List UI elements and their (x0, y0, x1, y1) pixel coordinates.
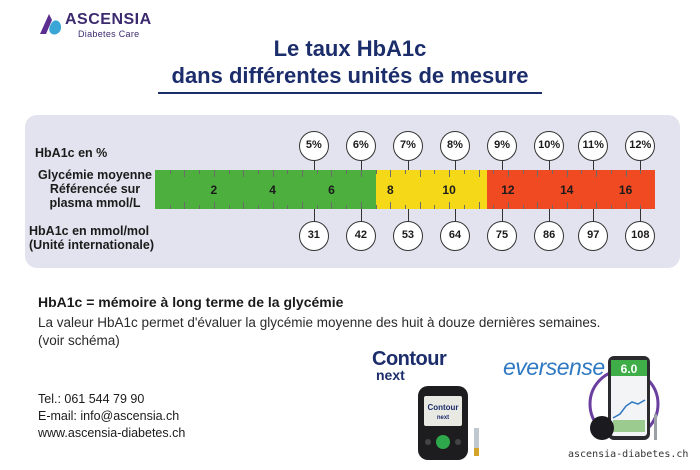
contour-logo: Contour (372, 348, 447, 370)
scale-tick (287, 170, 288, 174)
scale-tick (581, 205, 582, 209)
hba1c-percent-marker-stem (455, 160, 456, 170)
scale-tick (390, 202, 391, 209)
scale-tick (552, 205, 553, 209)
scale-tick (302, 170, 303, 177)
row-label-glycemia (30, 168, 160, 210)
scale-tick (331, 170, 332, 177)
hba1c-percent-marker: 7% (393, 131, 423, 161)
hba1c-percent-marker: 8% (440, 131, 470, 161)
scale-tick (170, 170, 171, 174)
hba1c-mmol-marker: 64 (440, 221, 470, 251)
logo-brand: ASCENSIA (65, 11, 152, 28)
hba1c-percent-marker: 9% (487, 131, 517, 161)
contour-next-logo: next (376, 367, 405, 383)
scale-tick (302, 202, 303, 209)
scale-tick (390, 170, 391, 177)
hba1c-percent-marker: 5% (299, 131, 329, 161)
scale-tick (434, 205, 435, 209)
glucose-meter-image (414, 384, 494, 464)
hba1c-mmol-marker: 108 (625, 221, 655, 251)
hba1c-mmol-marker: 53 (393, 221, 423, 251)
scale-tick (479, 202, 480, 209)
scale-tick (346, 170, 347, 174)
contact-phone[interactable]: Tel.: 061 544 79 90 (38, 392, 145, 406)
hba1c-mmol-marker: 31 (299, 221, 329, 251)
scale-tick (184, 170, 185, 177)
title-underline (158, 92, 542, 94)
hba1c-percent-marker: 10% (534, 131, 564, 161)
info-paragraph (38, 314, 658, 350)
hba1c-mmol-marker: 75 (487, 221, 517, 251)
glycemia-color-scale (155, 170, 655, 209)
row-label-mmol-line2: (Unité internationale) (29, 238, 155, 252)
hba1c-percent-marker-stem (640, 160, 641, 170)
logo-subtitle: Diabetes Care (78, 29, 140, 39)
hba1c-percent-marker: 12% (625, 131, 655, 161)
scale-tick (170, 205, 171, 209)
scale-tick (317, 205, 318, 209)
scale-tick (596, 170, 597, 177)
scale-label: 8 (386, 183, 394, 197)
scale-tick (420, 202, 421, 209)
scale-label: 6 (328, 183, 335, 197)
hba1c-percent-marker: 11% (578, 131, 608, 161)
hba1c-mmol-marker: 42 (346, 221, 376, 251)
hba1c-mmol-marker: 86 (534, 221, 564, 251)
scale-tick (611, 170, 612, 174)
scale-tick (464, 205, 465, 209)
hba1c-percent-marker-stem (593, 160, 594, 170)
scale-tick (508, 170, 509, 177)
hba1c-percent-marker-stem (314, 160, 315, 170)
scale-tick (317, 170, 318, 174)
scale-tick (376, 170, 377, 174)
scale-tick (626, 202, 627, 209)
scale-label: 2 (210, 183, 218, 197)
hba1c-percent-marker-stem (502, 160, 503, 170)
scale-tick (493, 170, 494, 174)
scale-tick (611, 205, 612, 209)
scale-label: 16 (618, 183, 633, 197)
ascensia-drop-icon (38, 12, 64, 36)
hba1c-percent-marker-stem (361, 160, 362, 170)
scale-tick (214, 170, 215, 177)
hba1c-percent-marker: 6% (346, 131, 376, 161)
scale-tick (537, 202, 538, 209)
row-label-hba1c-percent: HbA1c en % (35, 146, 108, 160)
scale-tick (537, 170, 538, 177)
page-title-line1: Le taux HbA1c (273, 36, 427, 61)
scale-tick (273, 170, 274, 177)
page-title-line2: dans différentes unités de mesure (171, 63, 529, 88)
scale-label: 4 (269, 183, 276, 197)
scale-tick (229, 170, 230, 174)
scale-tick (479, 170, 480, 177)
scale-tick (331, 202, 332, 209)
hba1c-percent-marker-stem (408, 160, 409, 170)
scale-label: 12 (501, 183, 515, 197)
scale-tick (287, 205, 288, 209)
row-label-glycemia-line2: Référencée sur (49, 182, 141, 196)
footer-url[interactable]: ascensia-diabetes.ch (568, 449, 689, 460)
scale-tick (273, 202, 274, 209)
scale-tick (243, 170, 244, 177)
scale-tick (258, 170, 259, 174)
scale-tick (376, 205, 377, 209)
scale-tick (626, 170, 627, 177)
meter-brand-text: Contour (427, 403, 459, 412)
scale-tick (567, 170, 568, 177)
scale-tick (346, 205, 347, 209)
info-line1: La valeur HbA1c permet d'évaluer la glycémie moyenne des huit à douze dernières semaines. (38, 315, 601, 330)
meter-sub-text: next (436, 415, 450, 421)
row-label-hba1c-mmol (29, 224, 154, 252)
scale-tick (449, 202, 450, 209)
scale-tick (184, 202, 185, 209)
scale-tick (229, 205, 230, 209)
scale-tick (361, 170, 362, 177)
scale-tick (420, 170, 421, 177)
contact-email[interactable]: E-mail: info@ascensia.ch (38, 409, 180, 423)
scale-tick (464, 170, 465, 174)
hba1c-mmol-marker: 97 (578, 221, 608, 251)
scale-tick (581, 170, 582, 174)
contact-website[interactable]: www.ascensia-diabetes.ch (38, 426, 186, 440)
scale-tick (361, 202, 362, 209)
scale-tick (405, 170, 406, 174)
eversense-phone-image (588, 356, 668, 448)
scale-tick (523, 205, 524, 209)
scale-tick (640, 170, 641, 174)
scale-tick (258, 205, 259, 209)
scale-tick (567, 202, 568, 209)
row-label-glycemia-line3: plasma mmol/L (49, 196, 141, 210)
eversense-logo: eversense (503, 354, 605, 380)
scale-tick (243, 202, 244, 209)
scale-tick (405, 205, 406, 209)
phone-reading: 6.0 (620, 362, 638, 376)
scale-tick (493, 205, 494, 209)
hba1c-percent-marker-stem (549, 160, 550, 170)
contact-block (38, 391, 185, 442)
scale-tick (552, 170, 553, 174)
info-line2: (voir schéma) (38, 333, 120, 348)
scale-tick (523, 170, 524, 174)
info-heading: HbA1c = mémoire à long terme de la glycémie (38, 294, 344, 310)
scale-label: 10 (442, 183, 456, 197)
row-label-mmol-line1: HbA1c en mmol/mol (29, 224, 150, 238)
scale-tick (214, 202, 215, 209)
scale-tick (596, 202, 597, 209)
scale-tick (508, 202, 509, 209)
scale-tick (449, 170, 450, 177)
scale-label: 14 (560, 183, 574, 197)
row-label-glycemia-line1: Glycémie moyenne (38, 168, 152, 182)
scale-tick (199, 170, 200, 174)
scale-tick (199, 205, 200, 209)
scale-tick (434, 170, 435, 174)
